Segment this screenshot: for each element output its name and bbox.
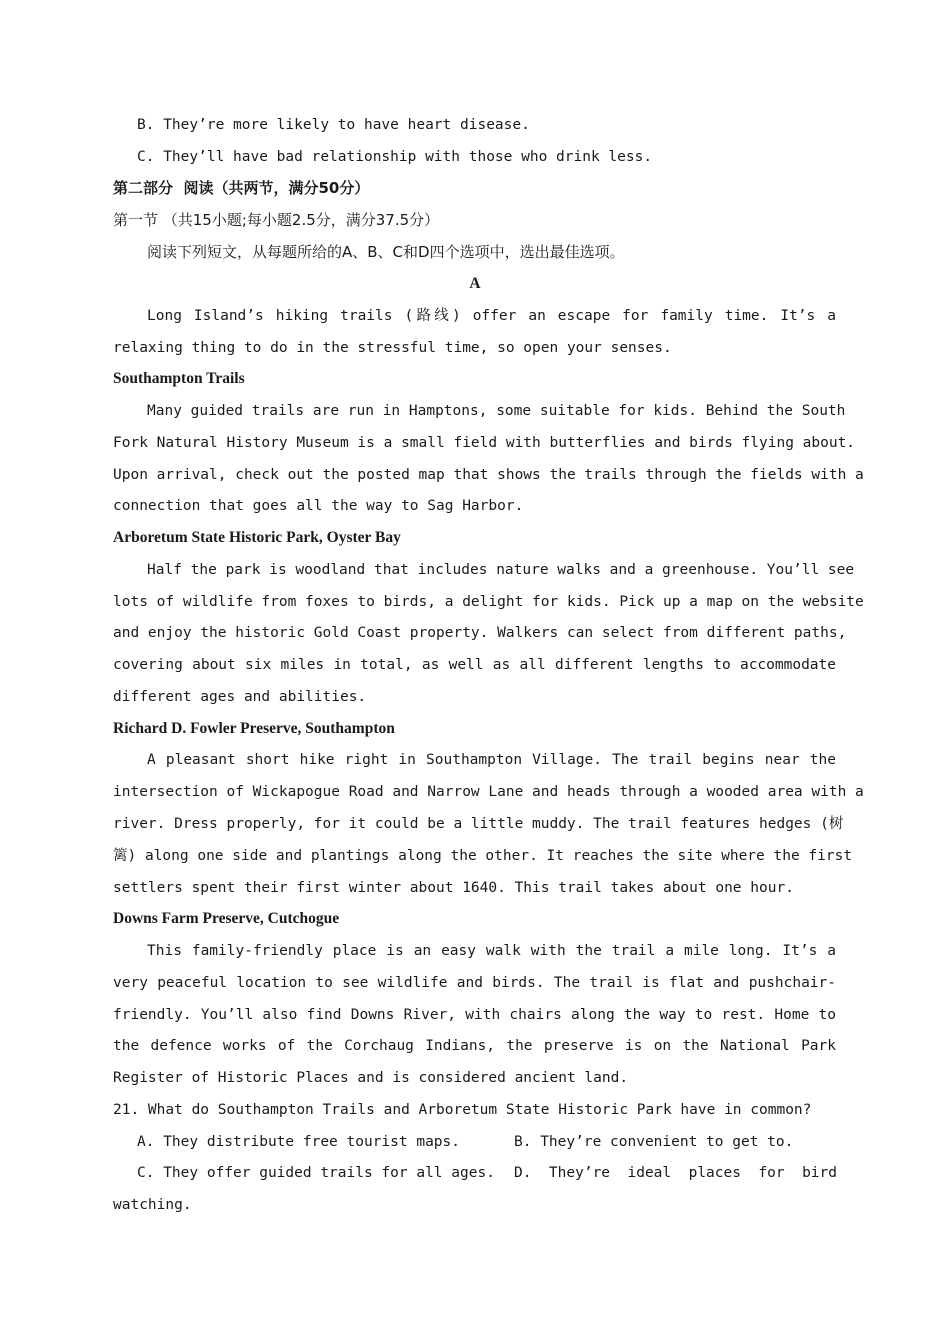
paragraph-line: friendly. You’ll also find Downs River, with chairs along the way to rest. Home to — [113, 1007, 836, 1023]
option-a: A. They distribute free tourist maps. — [137, 1134, 461, 1150]
paragraph-line: different ages and abilities. — [113, 689, 367, 705]
paragraph-line: Upon arrival, check out the posted map that shows the trails through the fields with a — [113, 467, 864, 483]
paragraph-line: This family-friendly place is an easy walk with the trail a mile long. It’s a — [147, 943, 836, 959]
paragraph-line: Many guided trails are run in Hamptons, some suitable for kids. Behind the South — [147, 403, 846, 419]
section-heading: Southampton Trails — [113, 370, 245, 387]
reading-instructions: 阅读下列短文，从每题所给的A、B、C和D四个选项中，选出最佳选项。 — [147, 243, 625, 261]
section-heading: Arboretum State Historic Park, Oyster Bay — [113, 529, 401, 546]
paragraph-line: Half the park is woodland that includes nature walks and a greenhouse. You’ll see — [147, 562, 855, 578]
prev-option-b: B. They’re more likely to have heart disease. — [137, 117, 530, 133]
option-d-continued: watching. — [113, 1197, 192, 1213]
paragraph-line: A pleasant short hike right in Southampton Village. The trail begins near the — [147, 752, 836, 768]
question-stem: 21. What do Southampton Trails and Arboretum State Historic Park have in common? — [113, 1102, 812, 1118]
paragraph-line: covering about six miles in total, as well as all different lengths to accommodate — [113, 657, 836, 673]
section-one-title: 第一节 （共15小题;每小题2.5分，满分37.5分） — [113, 211, 440, 229]
paragraph-line: settlers spent their first winter about 1640. This trail takes about one hour. — [113, 880, 794, 896]
intro-line: Long Island’s hiking trails (路线) offer an escape for family time. It’s a — [147, 308, 836, 324]
passage-label: A — [469, 275, 481, 292]
section-heading: Downs Farm Preserve, Cutchogue — [113, 910, 340, 927]
paragraph-line: river. Dress properly, for it could be a little muddy. The trail features hedges (树 — [113, 816, 844, 832]
option-d: D. They’re ideal places for bird — [514, 1165, 838, 1181]
prev-option-c: C. They’ll have bad relationship with those who drink less. — [137, 149, 653, 165]
paragraph-line: Fork Natural History Museum is a small field with butterflies and birds flying about. — [113, 435, 856, 451]
paragraph-line: very peaceful location to see wildlife and birds. The trail is flat and pushchair- — [113, 975, 836, 991]
intro-line: relaxing thing to do in the stressful time, so open your senses. — [113, 340, 672, 356]
paragraph-line: the defence works of the Corchaug Indians, the preserve is on the National Park — [113, 1038, 836, 1054]
paragraph-line: Register of Historic Places and is considered ancient land. — [113, 1070, 629, 1086]
paragraph-line: and enjoy the historic Gold Coast property. Walkers can select from different paths, — [113, 625, 847, 641]
option-c: C. They offer guided trails for all ages. — [137, 1165, 495, 1181]
paragraph-line: 篱) along one side and plantings along the other. It reaches the site where the first — [113, 848, 853, 864]
paragraph-line: intersection of Wickapogue Road and Narrow Lane and heads through a wooded area with a — [113, 784, 864, 800]
paragraph-line: lots of wildlife from foxes to birds, a delight for kids. Pick up a map on the website — [113, 594, 864, 610]
paragraph-line: connection that goes all the way to Sag Harbor. — [113, 498, 524, 514]
section-heading: Richard D. Fowler Preserve, Southampton — [113, 720, 395, 737]
part-two-title: 第二部分 阅读（共两节，满分50分） — [113, 179, 370, 197]
option-b: B. They’re convenient to get to. — [514, 1134, 794, 1150]
